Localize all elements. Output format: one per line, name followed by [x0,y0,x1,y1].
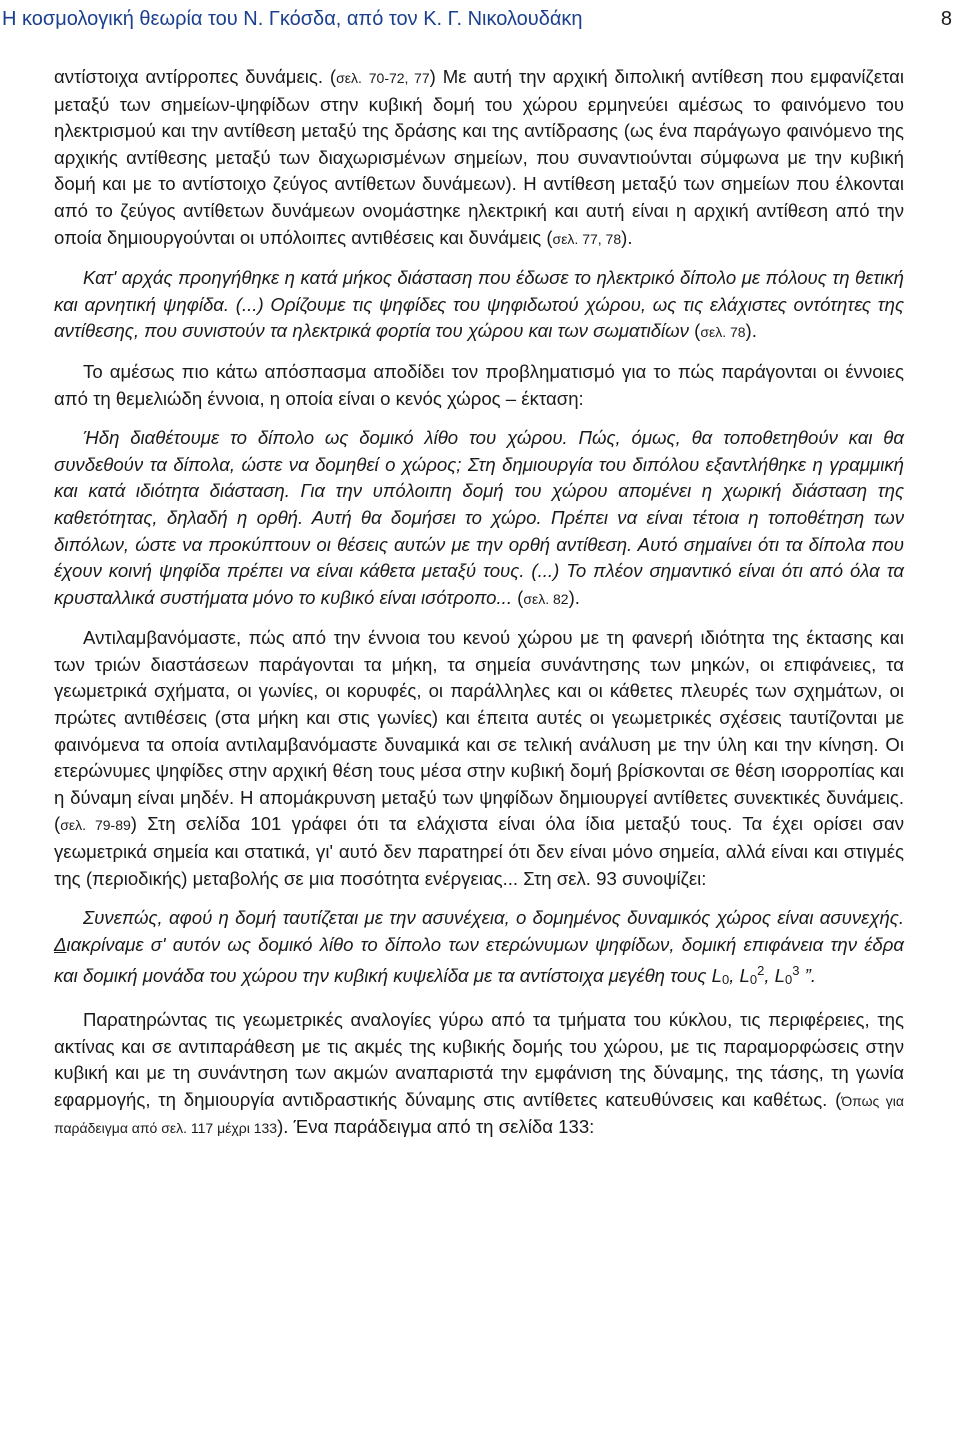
text-span: Παρατηρώντας τις γεωμετρικές αναλογίες γύρω από τα τμήματα του κύκλου, τις περιφέρειες, της ακτίνας και σε αντιπαράθεση με τις ακμές της κυβικής δομής του χώρου, με τις παραμορφώσεις στην κυβική και με τη συνάντηση των ακμών αναπαριστά την εμφάνιση της δύναμης, της τάσης, τη γωνία εφαρμογής, τη δημιουργία αντιδραστικής δύναμης στις αντίθετες κατευθύνσεις και καθέτως. ( [54,1009,904,1110]
quote-1 [54,265,904,346]
text-span: ). [568,586,580,608]
subscript: 0 [721,972,730,988]
text-span: ). [621,226,633,248]
text-span: ) Στη σελίδα 101 γράφει ότι τα ελάχιστα είναι όλα ίδια μεταξύ τους. Τα έχει ορίσει σαν γεωμετρικά σημεία και στατικά, γι' αυτό δεν παρατηρεί ότι δεν είναι μόνο σημεία, αλλά είναι και στιγμές της (περιοδικής) μεταβολής σε μια ποσότητα ενέργειας... Στη σελ. 93 συνοψίζει: [54,813,905,889]
quote-2 [54,425,904,612]
page-header [0,2,960,36]
header-title: Η κοσμολογική θεωρία του Ν. Γκόσδα, από τον Κ. Γ. Νικολουδάκη [2,8,583,30]
citation: σελ. 82 [523,590,569,607]
citation: 70-72, 77 [368,70,430,86]
quote-text: Δ [54,933,67,955]
superscript: 2 [757,963,765,979]
document-body [54,64,904,1155]
citation: σελ. 78 [700,324,746,341]
quote-text: Συνεπώς, αφού η δομή ταυτίζεται με την ασυνέχεια, ο δομημένος δυναμικός χώρος είναι ασυνεχής. [83,907,904,929]
subscript: 0 [785,972,793,988]
citation: σελ. 79-89 [60,817,131,834]
quote-text: Κατ' αρχάς προηγήθηκε η κατά μήκος διάσταση που έδωσε το ηλεκτρικό δίπολο με πόλους τη θετική και αρνητική ψηφίδα. (...) Ορίζουμε τις ψηφίδες του ψηφιδωτού χώρου, ως τις ελάχιστες οντότητες της αντίθεσης, που συνιστούν τα ηλεκτρικά φορτία του χώρου και των σωματιδίων [54,267,904,342]
page-number: 8 [940,8,952,30]
quote-3 [54,905,904,994]
text-span: Αντιλαμβανόμαστε, πώς από την έννοια του κενού χώρου με τη φανερή ιδιότητα της έκτασης και των τριών διαστάσεων παράγονται τα μήκη, τα σημεία συνάντησης των μηκών, οι επιφάνειες, τα γεωμετρικά σχήματα, οι γωνίες, οι κορυφές, οι παράλληλες και οι κάθετες πλευρές των σχημάτων, οι πρώτες αντιθέσεις (στα μήκη και στις γωνίες) και έπειτα αυτές οι γεωμετρικές σχέσεις ταυτίζονται με φαινόμενα τα οποία αντιλαμβανόμαστε δυναμικά και σε τελική ανάλυση με την ύλη και την κίνηση. Οι ετερώνυμες ψηφίδες στην αρχική θέση τους μέσα στην κυβική δομή βρίσκονται σε θέση ισορροπίας και η δύναμη είναι μηδέν. Η απομάκρυνση μεταξύ των ψηφίδων δημιουργεί αντίθετες συνεκτικές δυνάμεις. ( [54,627,904,835]
text-span: ) Με αυτή την αρχική διπολική αντίθεση που εμφανίζεται μεταξύ των σημείων-ψηφίδων στην κυβική δομή του χώρου ερμηνεύει αμέσως το φαινόμενο του ηλεκτρισμού και την αντίθεση μεταξύ της δράσης και της αντίδρασης (ως ένα παράγωγο φαινόμενο της αρχικής αντίθεσης μεταξύ των διαχωρισμένων σημείων, που συναντιούνται σύμφωνα με την κυβική δομή και με το αντίστοιχο ζεύγος αντίθετων δυνάμεων). Η αντίθεση μεταξύ των σημείων που έλκονται από το ζεύγος αντίθετων δυνάμεων ονομάστηκε ηλεκτρική και αυτή είναι η αρχική αντίθεση από την οποία δημιουργούνται οι υπόλοιπες αντιθέσεις και δυνάμεις ( [54,66,904,248]
quote-text: ιακρίναμε σ' αυτόν ως δομικό λίθο το δίπολο των ετερώνυμων ψηφίδων, δομική επιφάνεια την έδρα και δομική μονάδα του χώρου την κυβική κυψελίδα με τα αντίστοιχα μεγέθη τους L [54,933,904,987]
quote-text: , L [729,965,750,987]
text-span: Το αμέσως πιο κάτω απόσπασμα αποδίδει τον προβληματισμό για το πώς παράγονται οι έννοιες από τη θεμελιώδη έννοια, η οποία είναι ο κενός χώρος – έκταση: [54,360,904,409]
text-span: ). Ένα παράδειγμα από τη σελίδα 133: [277,1116,595,1138]
text-span: ). [745,320,757,342]
paragraph-3 [54,625,904,892]
text-span: αντίστοιχα αντίρροπες δυνάμεις. ( [54,66,337,87]
subscript: 0 [749,972,758,988]
paragraph-2 [54,359,904,412]
paragraph-4 [54,1007,904,1142]
citation: σελ. [336,70,362,86]
citation: σελ. 77, 78 [552,230,622,247]
quote-text: , L [764,965,786,987]
text-span: ( [512,586,524,608]
citation: Όπως για παράδειγμα από σελ. 117 μέχρι 133 [54,1092,904,1137]
superscript: 3 [792,963,800,979]
quote-text: Ήδη διαθέτουμε το δίπολο ως δομικό λίθο του χώρου. Πώς, όμως, θα τοποθετηθούν και θα συνδεθούν τα δίπολα, ώστε να δομηθεί ο χώρος; Στη δημιουργία του διπόλου εξαντλήθηκε η γραμμική και κατά ιδιότητα διάσταση. Για την υπόλοιπη δομή του χώρου απομένει η χωρική διάσταση της καθετότητας, δηλαδή η ορθή. Αυτή θα δομήσει το χώρο. Πρέπει να είναι τέτοια η τοποθέτηση των διπόλων, ώστε να προκύπτουν οι θέσεις αυτών με την ορθή αντίθεση. Αυτό σημαίνει ότι τα δίπολα που έχουν κοινή ψηφίδα πρέπει να είναι κάθετα μεταξύ τους. (...) Το πλέον σημαντικό είναι ότι από όλα τα κρυσταλλικά συστήματα μόνο το κυβικό είναι ισότροπο... [54,427,904,608]
paragraph-1 [54,64,904,252]
quote-text: ”. [799,965,817,987]
text-span: ( [688,320,701,342]
